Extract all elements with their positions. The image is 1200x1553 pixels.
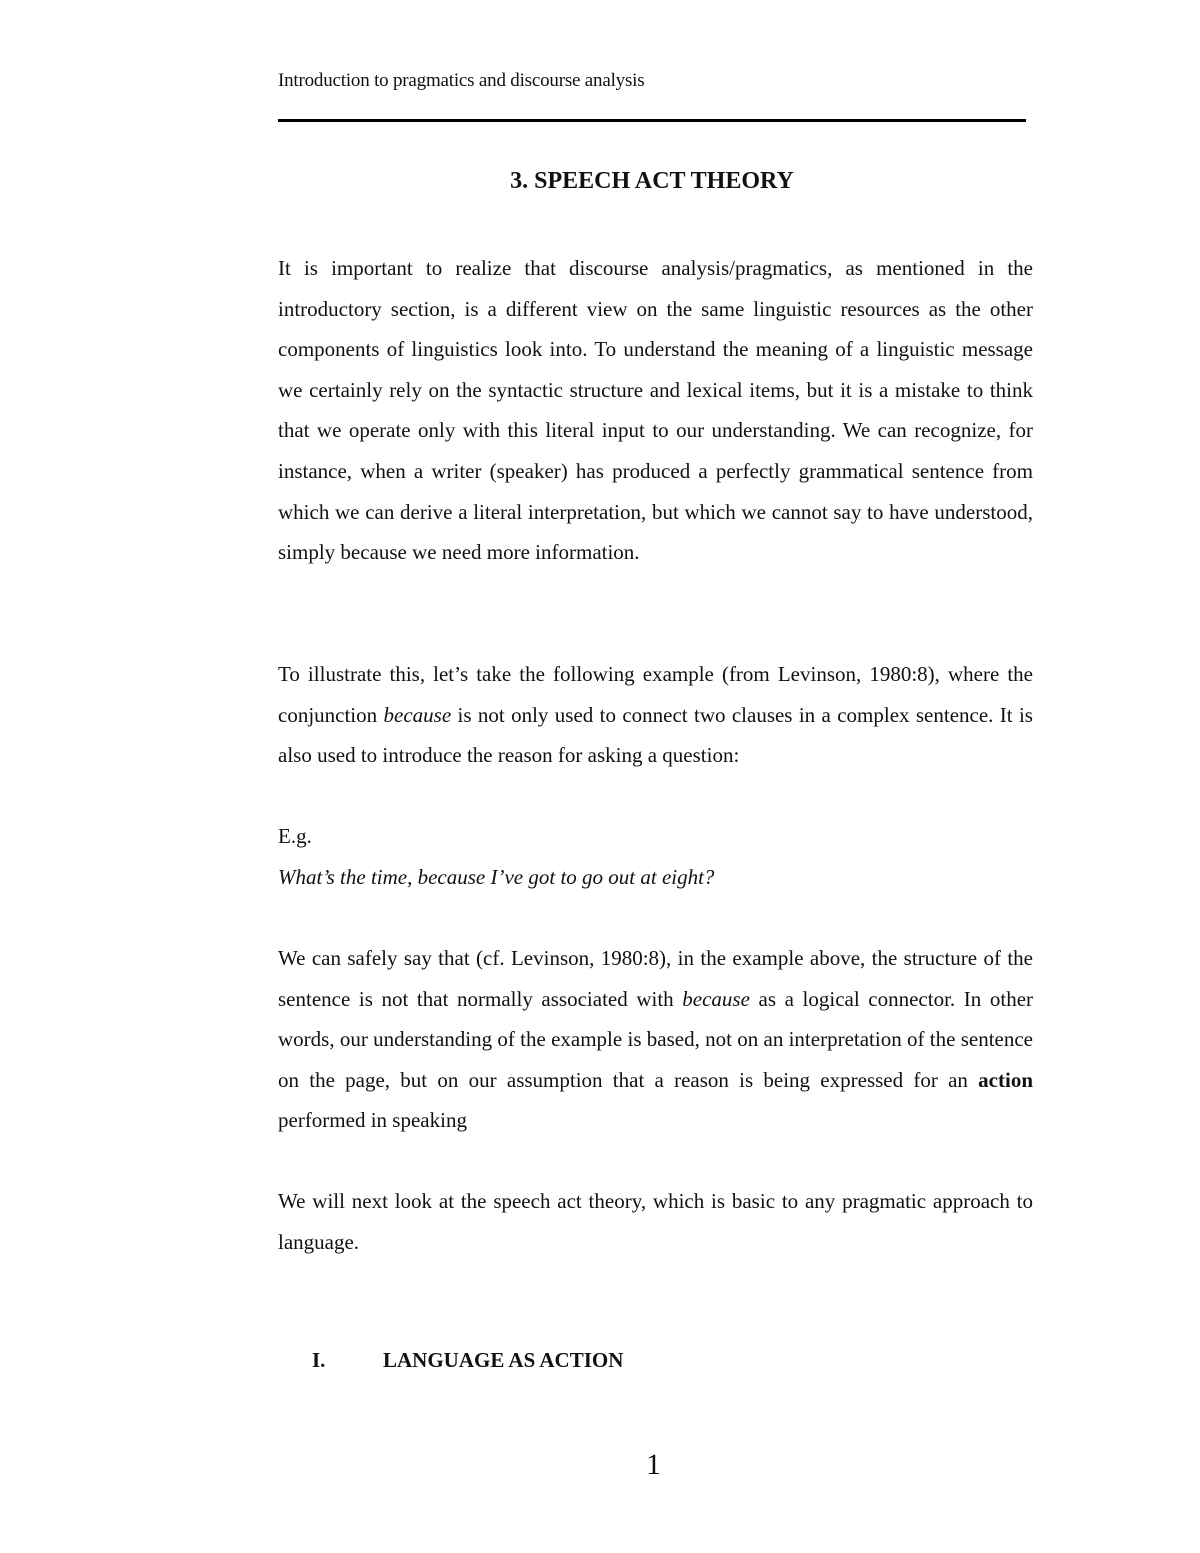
example-label: E.g. [278, 824, 312, 848]
chapter-title: 3. SPEECH ACT THEORY [510, 168, 794, 194]
strong-action: action [978, 1067, 1033, 1092]
paragraph-illustration-text-1: To illustrate this, let’s take the following example (from Levinson, 1980:8), where the conjunction [278, 662, 1033, 727]
paragraph-intro: It is important to realize that discourse analysis/pragmatics, as mentioned in the introductory section, is a different view on the same linguistic resources as the other components of linguistics look into. To understand the meaning of a linguistic message we certainly rely on the syntactic structure and lexical items, but it is a mistake to think that we operate only with this literal input to our understanding. We can recognize, for instance, when a writer (speaker) has produced a perfectly grammatical sentence from which we can derive a literal interpretation, but which we cannot say to have understood, simply because we need more information. [278, 256, 1033, 565]
paragraph-analysis-text-1: We can safely say that (cf. Levinson, 1980:8), in the example above, the structure of the sentence is not that normally associated with [278, 946, 1033, 1011]
paragraph-illustration [278, 654, 1033, 776]
paragraph-analysis [278, 938, 1033, 1141]
paragraph-analysis-text-2: as a logical connector. In other words, our understanding of the example is based, not on an interpretation of the sentence on the page, but on our assumption that a reason is being expressed for an [278, 986, 1034, 1092]
section-title: LANGUAGE AS ACTION [383, 1348, 624, 1372]
paragraph-next: We will next look at the speech act theory, which is basic to any pragmatic approach to language. [278, 1189, 1033, 1254]
emphasis-because-2: because [682, 986, 750, 1011]
example-sentence: What’s the time, because I’ve got to go out at eight? [278, 865, 715, 889]
section-number: I. [312, 1348, 326, 1372]
paragraph-analysis-text-3: performed in speaking [278, 1108, 467, 1133]
running-header: Introduction to pragmatics and discourse analysis [278, 70, 645, 91]
header-rule [278, 119, 1026, 122]
page-number: 1 [646, 1448, 661, 1481]
emphasis-because: because [383, 702, 452, 727]
paragraph-illustration-text-2: is not only used to connect two clauses in a complex sentence. It is also used to introduce the reason for asking a question: [278, 702, 1033, 768]
